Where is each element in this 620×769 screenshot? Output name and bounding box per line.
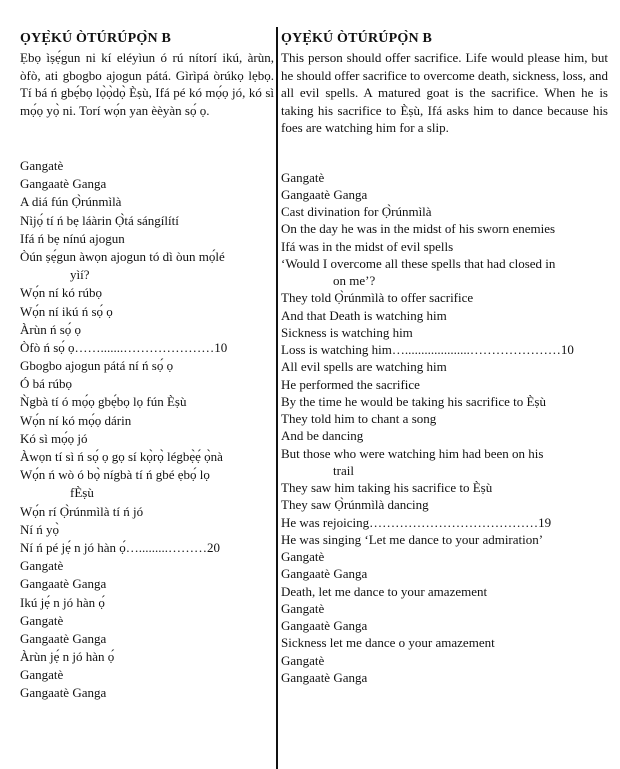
verse-line: Gangaatè Ganga: [20, 176, 107, 192]
verse-line: Gangatè: [281, 600, 325, 616]
english-heading: ỌYẸ̀KÚ ÒTÚRÚPỌ̀N B: [281, 31, 432, 46]
yoruba-column: [20, 30, 274, 703]
verse-line: Ǹgbà tí ó mọ́ọ gbẹ́bọ lọ fún Èṣù: [20, 394, 187, 410]
verse-line: Àrùn ń sọ́ ọ: [20, 321, 82, 337]
verse-line: But those who were watching him had been on his: [281, 445, 544, 461]
verse-line: Kó sì mọ́ọ jó: [20, 430, 88, 446]
verse-line: Loss is watching him…....................…………………10: [281, 342, 574, 357]
verse-line: Gangatè: [281, 169, 325, 185]
verse-line: Ifá was in the midst of evil spells: [281, 238, 454, 254]
verse-line: Òún ṣẹ́gun àwọn ajogun tó dì òun mọ́lé: [20, 248, 225, 264]
verse-line: Wọ́n ní ikú ń sọ́ ọ: [20, 303, 113, 319]
verse-line: ‘Would I overcome all these spells that had closed in: [281, 255, 556, 271]
verse-line: He was singing ‘Let me dance to your admiration’: [281, 531, 544, 547]
verse-line: Gangaatè Ganga: [20, 576, 107, 592]
verse-line: Gangaatè Ganga: [20, 630, 107, 646]
verse-line: Gangatè: [20, 667, 64, 683]
english-verse-lines: [281, 169, 608, 687]
verse-line: And be dancing: [281, 428, 364, 444]
verse-line: Ó bá rúbọ: [20, 376, 72, 392]
english-intro: This person should offer sacrifice. Life would please him, but he should offer sacrifice to overcome death, sickness, loss, and all evil spells. A matured goat is the sacrifice. When he is taking his sacrifice to Èṣù, Ifá asks him to dance because his foes are watching him for a slip.: [281, 50, 608, 135]
verse-line: Òfò ń sọ́ ọ…….......…………………10: [20, 339, 228, 355]
verse-line: A diá fún Ọ̀rúnmìlà: [20, 194, 122, 210]
verse-line: yìí?: [70, 267, 90, 283]
verse-line: Wọ́n rí Ọ̀rúnmìlà tí ń jó: [20, 503, 144, 519]
verse-line: By the time he would be taking his sacrifice to Èṣù: [281, 393, 546, 409]
verse-line: Ifá ń bẹ nínú ajogun: [20, 230, 125, 246]
yoruba-verse-lines: [20, 157, 274, 703]
verse-line: Ní ń yọ̀: [20, 521, 59, 537]
verse-line: Àrùn jẹ́ n jó hàn ọ́: [20, 649, 115, 665]
column-divider: [276, 27, 278, 769]
verse-line: They saw Ọ̀rúnmìlà dancing: [281, 497, 429, 513]
yoruba-heading: ỌYẸ̀KÚ ÒTÚRÚPỌ̀N B: [20, 31, 171, 46]
verse-line: On the day he was in the midst of his sworn enemies: [281, 221, 556, 237]
verse-line: on me’?: [333, 273, 376, 288]
verse-line: They told him to chant a song: [281, 411, 437, 426]
verse-line: And that Death is watching him: [281, 307, 447, 323]
verse-line: Ní ń pé jẹ́ n jó hàn ọ́….........………20: [20, 539, 221, 555]
verse-line: Wọ́n ní kó mọ́ọ dárin: [20, 412, 132, 428]
verse-line: Gangatè: [20, 158, 64, 173]
verse-line: Gbogbo ajogun pátá ní ń sọ́ ọ: [20, 358, 174, 374]
verse-line: All evil spells are watching him: [281, 359, 447, 375]
verse-line: They told Ọ̀rúnmìlà to offer sacrifice: [281, 290, 474, 306]
verse-line: Gangaatè Ganga: [281, 618, 368, 633]
verse-line: He performed the sacrifice: [281, 376, 420, 392]
verse-line: Sickness is watching him: [281, 324, 413, 340]
verse-line: Cast divination for Ọ̀rúnmìlà: [281, 204, 432, 219]
english-column: [281, 30, 608, 686]
verse-line: Gangatè: [20, 558, 64, 574]
verse-line: fÈṣù: [70, 485, 94, 501]
verse-line: Ikú jẹ́ n jó hàn ọ́: [20, 594, 105, 610]
verse-line: trail: [333, 462, 354, 478]
verse-line: Wọ́n ń wò ó bọ̀ nígbà tí ń gbé ẹbọ́ lọ: [20, 467, 210, 483]
verse-line: Gangaatè Ganga: [281, 669, 368, 685]
yoruba-intro: Ẹbọ ìṣẹ́gun ni kí eléyìun ó rú nítorí ikú, àrùn, òfò, ati gbogbo ajogun pátá. Gìrìpá òrúkọ lẹbọ. Tí bá ń gbẹ́bọ lọ̀ọ̀dọ̀ Èṣù, Ifá pé kó mọ́ọ jó, kó sì mọ́ọ yọ̀ ni. Torí wọ́n yan èèyàn sọ́ ọ.: [20, 50, 274, 118]
verse-line: Gangatè: [20, 612, 64, 628]
verse-line: Sickness let me dance o your amazement: [281, 635, 495, 651]
verse-line: Wọ́n ní kó rúbọ: [20, 285, 102, 301]
verse-line: Gangaatè Ganga: [281, 186, 368, 202]
verse-line: Àwọn tí sì ń sọ́ ọ gọ sí kọ̀rọ̀ légbẹ̀ẹ́ ọ̀nà: [20, 449, 223, 464]
verse-line: Gangaatè Ganga: [20, 685, 107, 701]
verse-line: Nìjọ́ tí ń bẹ láàrin Ọ̀tá sángílítí: [20, 212, 179, 228]
verse-line: Gangatè: [281, 549, 325, 564]
verse-line: Gangaatè Ganga: [281, 566, 368, 582]
verse-line: He was rejoicing…………………………………19: [281, 514, 552, 530]
verse-line: Death, let me dance to your amazement: [281, 583, 488, 599]
verse-line: They saw him taking his sacrifice to Èṣù: [281, 480, 493, 495]
verse-line: Gangatè: [281, 652, 325, 668]
